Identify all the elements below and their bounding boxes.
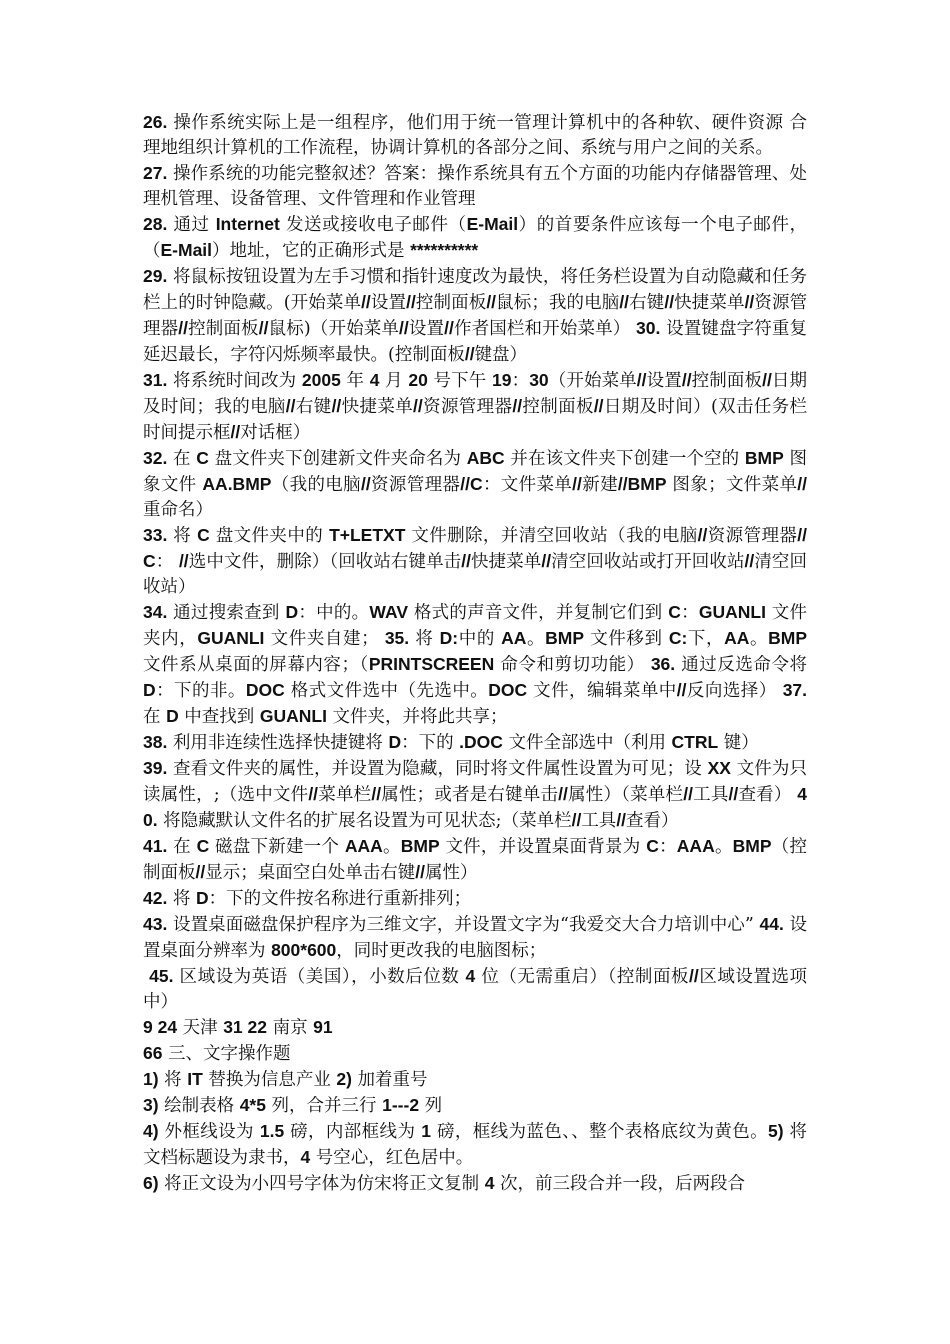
bold-text-run: 42. bbox=[143, 888, 168, 908]
bold-text-run: 91 bbox=[313, 1017, 333, 1037]
text-run: 利用非连续性选择快捷键将 bbox=[167, 733, 389, 753]
bold-text-run: // bbox=[689, 966, 699, 986]
bold-text-run: // bbox=[361, 292, 371, 312]
text-run: 快捷菜单 bbox=[341, 397, 414, 417]
text-run: 次，前三段合并一段，后两段合 bbox=[494, 1174, 745, 1194]
bold-text-run: PRINTSCREEN bbox=[368, 654, 495, 674]
bold-text-run: // bbox=[571, 810, 582, 830]
text-run: 工具 bbox=[692, 785, 729, 805]
text-run: 列，合并三行 bbox=[265, 1096, 383, 1116]
bold-text-run: // bbox=[258, 318, 269, 338]
bold-text-run: // bbox=[619, 292, 630, 312]
bold-text-run: // bbox=[762, 370, 772, 390]
bold-text-run: // bbox=[371, 784, 382, 804]
text-paragraph bbox=[143, 1041, 807, 1067]
bold-text-run: AA.BMP bbox=[202, 474, 272, 494]
text-run: 将 bbox=[167, 889, 196, 909]
bold-text-run: E-Mail bbox=[160, 240, 213, 260]
bold-text-run: // bbox=[415, 862, 425, 882]
bold-text-run: // bbox=[697, 525, 708, 545]
text-run: 命令和剪切功能） bbox=[494, 655, 651, 675]
bold-text-run: 40. bbox=[143, 784, 808, 830]
text-run: ）的首要条件应该每一个电子邮件，（ bbox=[143, 215, 808, 261]
text-run: 盘文件夹下创建新文件夹命名为 bbox=[208, 449, 467, 469]
text-run: 资源管理器 bbox=[707, 526, 798, 546]
text-paragraph bbox=[143, 523, 807, 600]
bold-text-run: C bbox=[196, 836, 210, 856]
bold-text-run: 31. bbox=[143, 370, 168, 390]
bold-text-run: 30. bbox=[636, 318, 661, 338]
text-run: 新建 bbox=[581, 475, 618, 495]
bold-text-run: // bbox=[486, 292, 497, 312]
bold-text-run: 33. bbox=[143, 525, 168, 545]
text-run: 资源管理器 bbox=[143, 293, 808, 339]
bold-text-run: AA bbox=[724, 628, 750, 648]
text-run: 控制面板 bbox=[691, 371, 763, 391]
text-run: 加着重号 bbox=[351, 1070, 428, 1090]
text-run: 属性；或者是右键单击 bbox=[381, 785, 559, 805]
text-run: 鼠标；我的电脑 bbox=[496, 293, 620, 313]
bold-text-run: // bbox=[636, 370, 647, 390]
text-run: 快捷菜单 bbox=[674, 293, 745, 313]
bold-text-run: AAA bbox=[344, 836, 383, 856]
text-run: ：下的文件按名称进行重新排列； bbox=[208, 889, 472, 909]
text-run: 。 bbox=[526, 629, 546, 649]
bold-text-run: // bbox=[593, 396, 604, 416]
bold-text-run: IT bbox=[187, 1069, 203, 1089]
text-run: 文件系从桌面的屏幕内容；（ bbox=[143, 629, 813, 675]
bold-text-run: GUANLI bbox=[259, 706, 327, 726]
text-paragraph bbox=[143, 212, 807, 264]
text-run: 文件删除，并清空回收站（我的电脑 bbox=[405, 526, 698, 546]
text-paragraph bbox=[143, 730, 807, 756]
bold-text-run: 34. bbox=[143, 602, 168, 622]
bold-text-run: // bbox=[406, 292, 416, 312]
text-run: 选中文件，删除）（回收站右键单击 bbox=[188, 552, 462, 572]
text-run: 将隐藏默认文件名的扩展名设置为可见状态;（菜单栏 bbox=[157, 811, 572, 831]
text-run: （开始菜单 bbox=[548, 371, 637, 391]
bold-text-run: // bbox=[285, 396, 296, 416]
text-run: 资源管理器 bbox=[370, 475, 461, 495]
bold-text-run: // bbox=[797, 474, 808, 494]
bold-text-run: 4 bbox=[369, 370, 380, 390]
text-run: 鼠标)（开始菜单 bbox=[268, 319, 399, 339]
text-run: ： bbox=[511, 371, 530, 391]
bold-text-run: C: bbox=[668, 628, 688, 648]
bold-text-run: D bbox=[285, 602, 299, 622]
bold-text-run: // bbox=[681, 370, 692, 390]
text-run: 下， bbox=[687, 629, 725, 649]
text-paragraph bbox=[143, 600, 813, 730]
text-run: 将 bbox=[409, 629, 440, 649]
bold-text-run: D bbox=[195, 888, 209, 908]
bold-text-run: 19 bbox=[492, 370, 512, 390]
bold-text-run: D: bbox=[439, 628, 459, 648]
bold-text-run: // bbox=[676, 680, 687, 700]
text-run: ，同时更改我的电脑图标； bbox=[336, 941, 547, 961]
bold-text-run: 35. bbox=[384, 628, 410, 648]
document-page bbox=[143, 110, 813, 1197]
bold-text-run: C bbox=[197, 525, 210, 545]
text-run: 年 bbox=[340, 371, 370, 391]
text-run: 查看文件夹的属性，并设置为隐藏，同时将文件属性设置为可见；设 bbox=[167, 759, 708, 779]
bold-text-run: 4 bbox=[465, 966, 476, 986]
text-run: 控制面板 bbox=[188, 319, 259, 339]
bold-text-run: 39. bbox=[143, 758, 168, 778]
text-run: 区域设置选项中） bbox=[143, 967, 808, 1012]
text-run: 查看） bbox=[626, 811, 679, 831]
bold-text-run: 37. bbox=[782, 680, 808, 700]
text-run: 在 bbox=[167, 837, 197, 857]
bold-text-run: E-Mail bbox=[466, 214, 519, 234]
text-paragraph bbox=[143, 834, 807, 886]
text-paragraph bbox=[143, 446, 807, 523]
bold-text-run: // bbox=[178, 551, 189, 571]
bold-text-run: // bbox=[728, 784, 739, 804]
bold-text-run: // bbox=[398, 318, 409, 338]
text-run: 列 bbox=[419, 1096, 443, 1116]
bold-text-run: Internet bbox=[215, 214, 280, 234]
text-run: 清空回收站或打开回收站 bbox=[551, 552, 745, 572]
bold-text-run: GUANLI bbox=[698, 602, 766, 622]
text-run: 号下午 bbox=[427, 371, 493, 391]
bold-text-run: 1.5 bbox=[259, 1121, 285, 1141]
bold-text-run: BMP bbox=[400, 836, 440, 856]
text-paragraph bbox=[143, 110, 807, 161]
text-paragraph bbox=[143, 912, 807, 964]
bold-text-run: XX bbox=[707, 758, 731, 778]
text-run: 中的 bbox=[458, 629, 502, 649]
text-run: 通过反选命令将 bbox=[675, 655, 813, 675]
text-run: 替换为信息产业 bbox=[202, 1070, 337, 1090]
text-paragraph bbox=[143, 756, 807, 834]
bold-text-run: // bbox=[360, 474, 371, 494]
text-run: 通过搜索查到 bbox=[167, 603, 286, 623]
bold-text-run: 800*600 bbox=[271, 940, 337, 960]
bold-text-run: 43. bbox=[143, 914, 168, 934]
text-run: 号空心，红色居中。 bbox=[310, 1148, 474, 1168]
text-paragraph bbox=[143, 264, 807, 368]
text-run: 文件全部选中（利用 bbox=[502, 733, 672, 753]
bold-text-run: ABC bbox=[466, 448, 505, 468]
bold-text-run: DOC bbox=[488, 680, 528, 700]
bold-text-run: CTRL bbox=[671, 732, 719, 752]
bold-text-run: AAA bbox=[676, 836, 715, 856]
text-run: （我的电脑 bbox=[271, 475, 361, 495]
bold-text-run: 66 bbox=[143, 1043, 163, 1063]
bold-text-run: 28. bbox=[143, 214, 168, 234]
bold-text-run: // bbox=[230, 422, 241, 442]
bold-text-run: BMP bbox=[768, 628, 808, 648]
bold-text-run: 30 bbox=[529, 370, 549, 390]
text-paragraph bbox=[143, 368, 807, 446]
text-run: 。 bbox=[714, 837, 733, 857]
text-run: ：中的。 bbox=[298, 603, 370, 623]
bold-text-run: 20 bbox=[408, 370, 428, 390]
text-run: 清空回收站） bbox=[143, 552, 808, 597]
text-run: 文件，并设置桌面背景为 bbox=[439, 837, 647, 857]
text-run: 查看） bbox=[738, 785, 798, 805]
text-run: （控制面板 bbox=[143, 837, 808, 883]
text-run: 工具 bbox=[581, 811, 617, 831]
bold-text-run: 4) bbox=[143, 1121, 159, 1141]
text-run: 设置 bbox=[408, 319, 445, 339]
bold-text-run: //C bbox=[460, 474, 483, 494]
text-run: 盘文件夹中的 bbox=[209, 526, 330, 546]
text-run: 资源管理器 bbox=[422, 397, 513, 417]
text-run: 对话框） bbox=[240, 423, 311, 443]
bold-text-run: // bbox=[331, 396, 342, 416]
text-run: ：下的 bbox=[401, 733, 460, 753]
text-paragraph bbox=[143, 1093, 807, 1119]
text-run: 控制面板 bbox=[415, 293, 487, 313]
bold-text-run: C bbox=[196, 448, 209, 468]
bold-text-run: C bbox=[668, 602, 681, 622]
text-run: 键） bbox=[718, 733, 759, 753]
bold-text-run: 26. bbox=[143, 112, 168, 132]
bold-text-run: AA bbox=[501, 628, 527, 648]
bold-text-run: T+LETXT bbox=[329, 525, 406, 545]
text-run: 格式的声音文件，并复制它们到 bbox=[408, 603, 669, 623]
bold-text-run: // bbox=[308, 784, 319, 804]
text-run: 属性）（菜单栏 bbox=[567, 785, 684, 805]
bold-text-run: 4 bbox=[484, 1173, 495, 1193]
bold-text-run: // bbox=[572, 474, 582, 494]
text-run: 格式文件选中（先选中。 bbox=[284, 681, 489, 701]
text-run: ：文件菜单 bbox=[482, 475, 573, 495]
bold-text-run: 4 bbox=[300, 1147, 311, 1167]
bold-text-run: BMP bbox=[545, 628, 585, 648]
bold-text-run: // bbox=[464, 344, 475, 364]
bold-text-run: GUANLI bbox=[197, 628, 265, 648]
text-run: 文件夹自建； bbox=[264, 629, 385, 649]
bold-text-run: // bbox=[178, 318, 189, 338]
bold-text-run: 3) bbox=[143, 1095, 159, 1115]
bold-text-run: // bbox=[444, 318, 454, 338]
text-run: 位（无需重启）（控制面板 bbox=[475, 967, 690, 987]
text-run: 文件夹，并将此共享； bbox=[326, 707, 508, 727]
text-run: 图象文件 bbox=[143, 449, 807, 495]
bold-text-run: // bbox=[664, 292, 675, 312]
text-run: 并在该文件夹下创建一个空的 bbox=[504, 449, 745, 469]
text-run: 设置桌面分辨率为 bbox=[143, 915, 807, 961]
text-run: 发送或接收电子邮件（ bbox=[279, 215, 467, 235]
text-run: 磁盘下新建一个 bbox=[209, 837, 345, 857]
text-run: 控制面板 bbox=[522, 397, 594, 417]
bold-text-run: 38. bbox=[143, 732, 168, 752]
text-run: 操作系统的功能完整叙述？答案：操作系统具有五个方面的功能内存储器管理、处理机管理、设备管理、文件管理和作业管理 bbox=[143, 164, 807, 209]
text-run: 文件为只读属性，;（选中文件 bbox=[143, 759, 807, 805]
bold-text-run: 1) bbox=[143, 1069, 159, 1089]
bold-text-run: 2005 bbox=[301, 370, 341, 390]
text-run: 键盘） bbox=[474, 345, 528, 365]
text-run: 。 bbox=[749, 629, 769, 649]
text-paragraph bbox=[143, 1015, 807, 1041]
bold-text-run: // bbox=[461, 551, 471, 571]
text-paragraph bbox=[143, 1171, 807, 1197]
bold-text-run: 27. bbox=[143, 163, 168, 183]
bold-text-run: D bbox=[166, 706, 179, 726]
text-run: 反向选择） bbox=[686, 681, 783, 701]
text-run: ： bbox=[155, 552, 179, 572]
text-run: 三、文字操作题 bbox=[162, 1044, 291, 1064]
text-run: 右键 bbox=[629, 293, 665, 313]
bold-text-run: //BMP bbox=[617, 474, 667, 494]
text-run: 区域设为英语（美国），小数后位数 bbox=[173, 967, 466, 987]
text-run: 菜单栏 bbox=[318, 785, 372, 805]
text-run: 将系统时间改为 bbox=[167, 371, 302, 391]
bold-text-run: // bbox=[558, 784, 568, 804]
bold-text-run: BMP bbox=[744, 448, 784, 468]
bold-text-run: 45. bbox=[149, 966, 174, 986]
bold-text-run: 44. bbox=[759, 914, 784, 934]
text-run: 将 bbox=[158, 1070, 188, 1090]
bold-text-run: 31 22 bbox=[223, 1017, 267, 1037]
bold-text-run: DOC bbox=[245, 680, 285, 700]
text-run: 。 bbox=[382, 837, 401, 857]
bold-text-run: 5) bbox=[767, 1121, 784, 1141]
bold-text-run: 29. bbox=[143, 266, 168, 286]
text-run: 月 bbox=[379, 371, 409, 391]
text-paragraph bbox=[143, 161, 807, 212]
bold-text-run: // bbox=[512, 396, 523, 416]
text-run: 文件移到 bbox=[584, 629, 669, 649]
text-run: 在 bbox=[167, 449, 197, 469]
text-run: 将正文设为小四号字体为仿宋将正文复制 bbox=[158, 1174, 485, 1194]
bold-text-run: // bbox=[744, 292, 755, 312]
text-paragraph bbox=[143, 886, 807, 912]
text-run: 将文档标题设为隶书， bbox=[143, 1122, 807, 1168]
bold-text-run: 1 bbox=[421, 1121, 432, 1141]
bold-text-run: 1---2 bbox=[382, 1095, 420, 1115]
bold-text-run: 6) bbox=[143, 1173, 159, 1193]
text-run: 通过 bbox=[167, 215, 216, 235]
bold-text-run: 9 24 bbox=[143, 1017, 178, 1037]
bold-text-run: 2) bbox=[336, 1069, 352, 1089]
text-run: 设置 bbox=[370, 293, 407, 313]
text-paragraph bbox=[143, 964, 807, 1015]
bold-text-run: 41. bbox=[143, 836, 168, 856]
bold-text-run: ********** bbox=[410, 240, 479, 260]
text-run: 快捷菜单 bbox=[470, 552, 542, 572]
bold-text-run: // bbox=[616, 810, 627, 830]
bold-text-run: // bbox=[413, 396, 423, 416]
text-run: 操作系统实际上是一组程序，他们用于统一管理计算机中的各种软、硬件资源 合理地组织计算机的工作流程，协调计算机的各部分之间、系统与用户之间的关系。 bbox=[143, 113, 807, 158]
bold-text-run: // bbox=[683, 784, 693, 804]
bold-text-run: 32. bbox=[143, 448, 168, 468]
bold-text-run: D bbox=[388, 732, 402, 752]
text-run: 属性） bbox=[424, 863, 478, 883]
text-run: 南京 bbox=[267, 1018, 314, 1038]
text-run: 将鼠标按钮设置为左手习惯和指针速度改为最快，将任务栏设置为自动隐藏和任务栏上的时钟隐藏。(开始菜单 bbox=[143, 267, 807, 313]
text-run: ）地址，它的正确形式是 bbox=[212, 241, 411, 261]
text-run: 外框线设为 bbox=[158, 1122, 260, 1142]
bold-text-run: WAV bbox=[369, 602, 408, 622]
text-paragraph bbox=[143, 1067, 807, 1093]
text-run: 在 bbox=[143, 681, 813, 727]
bold-text-run: // bbox=[195, 862, 206, 882]
bold-text-run: // bbox=[541, 551, 552, 571]
text-run: 设置桌面磁盘保护程序为三维文字，并设置文字为“我爱交大合力培训中心” bbox=[167, 915, 760, 935]
text-run: 文件，编辑菜单中 bbox=[527, 681, 677, 701]
text-run: ：下的非。 bbox=[155, 681, 246, 701]
bold-text-run: .DOC bbox=[459, 732, 503, 752]
bold-text-run: BMP bbox=[732, 836, 772, 856]
bold-text-run: C bbox=[646, 836, 659, 856]
text-run: 图象；文件菜单 bbox=[666, 475, 798, 495]
text-run: ： bbox=[680, 603, 699, 623]
text-run: 设置键盘字符重复延迟最长，字符闪烁频率最快。(控制面板 bbox=[143, 319, 808, 365]
text-run: 文件夹内， bbox=[143, 603, 808, 649]
text-run: 重命名） bbox=[143, 500, 213, 520]
text-run: 显示；桌面空白处单击右键 bbox=[205, 863, 416, 883]
text-run: 日期及时间；我的电脑 bbox=[143, 371, 808, 417]
bold-text-run: 36. bbox=[650, 654, 676, 674]
text-paragraph bbox=[143, 1119, 807, 1171]
text-run: 设置 bbox=[646, 371, 682, 391]
text-run: 磅，框线为蓝色、、整个表格底纹为黄色。 bbox=[431, 1122, 768, 1142]
text-run: 绘制表格 bbox=[158, 1096, 240, 1116]
text-run: 中查找到 bbox=[178, 707, 260, 727]
bold-text-run: 4*5 bbox=[239, 1095, 266, 1115]
bold-text-run: //C bbox=[143, 525, 807, 571]
text-run: 磅，内部框线为 bbox=[284, 1122, 422, 1142]
text-run: 日期及时间）(双击任务栏时间提示框 bbox=[143, 397, 808, 443]
text-run: 天津 bbox=[177, 1018, 224, 1038]
text-run: ： bbox=[658, 837, 677, 857]
bold-text-run: D bbox=[143, 680, 156, 700]
text-run: 将 bbox=[167, 526, 198, 546]
text-run: 作者国栏和开始菜单） bbox=[453, 319, 637, 339]
text-run: 右键 bbox=[295, 397, 332, 417]
bold-text-run: // bbox=[744, 551, 755, 571]
